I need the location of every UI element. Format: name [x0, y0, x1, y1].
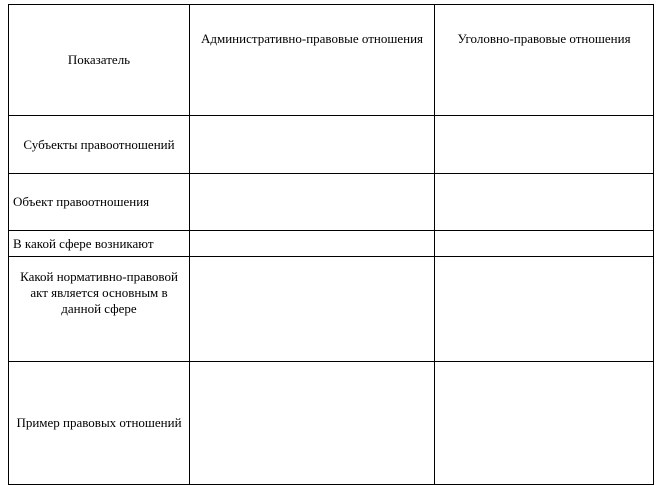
table-row: [9, 257, 654, 362]
cell-admin-subjects[interactable]: [190, 116, 435, 174]
table-row: [9, 116, 654, 174]
row-label-subjects: Субъекты правоотношений: [9, 116, 190, 174]
cell-admin-normative-act[interactable]: [190, 257, 435, 362]
header-criminal: Уголовно-правовые отношения: [435, 5, 654, 116]
row-label-example: Пример правовых отношений: [9, 362, 190, 485]
cell-criminal-object[interactable]: [435, 174, 654, 231]
cell-criminal-subjects[interactable]: [435, 116, 654, 174]
header-indicator: Показатель: [9, 5, 190, 116]
comparison-table: [8, 4, 654, 485]
cell-criminal-normative-act[interactable]: [435, 257, 654, 362]
table-row: [9, 174, 654, 231]
cell-criminal-example[interactable]: [435, 362, 654, 485]
row-label-object: Объект правоотношения: [9, 174, 190, 231]
table-row: [9, 231, 654, 257]
header-administrative: Административно-правовые отношения: [190, 5, 435, 116]
row-label-sphere: В какой сфере возникают: [9, 231, 190, 257]
cell-admin-sphere[interactable]: [190, 231, 435, 257]
header-row: [9, 5, 654, 116]
cell-admin-object[interactable]: [190, 174, 435, 231]
cell-admin-example[interactable]: [190, 362, 435, 485]
row-label-normative-act: Какой нормативно-правовой акт является основным в данной сфере: [9, 257, 190, 362]
table-row: [9, 362, 654, 485]
cell-criminal-sphere[interactable]: [435, 231, 654, 257]
